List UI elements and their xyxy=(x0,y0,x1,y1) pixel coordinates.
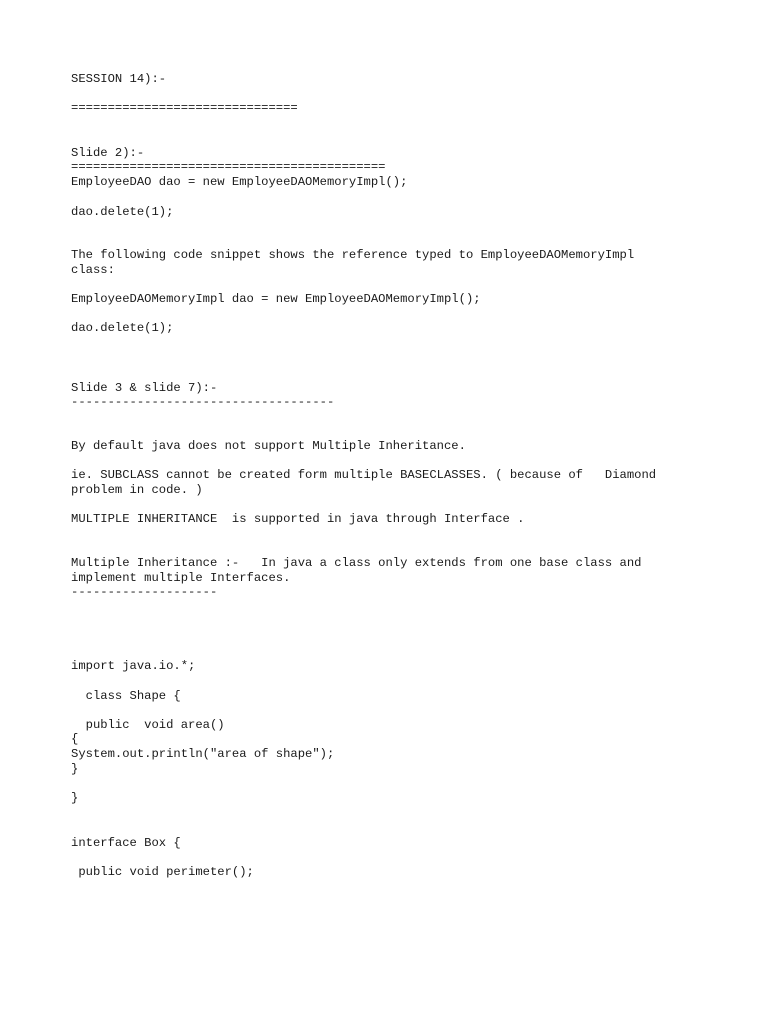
slide3-heading: Slide 3 & slide 7):- xyxy=(71,381,218,395)
code-line: public void perimeter(); xyxy=(71,865,254,879)
code-line: EmployeeDAO dao = new EmployeeDAOMemoryImpl(); xyxy=(71,175,408,189)
code-line: dao.delete(1); xyxy=(71,321,174,335)
paragraph: problem in code. ) xyxy=(71,483,203,497)
slide2-rule: =========================================== xyxy=(71,160,386,174)
slide2-heading: Slide 2):- xyxy=(71,146,145,160)
section-rule: -------------------- xyxy=(71,585,218,599)
code-line: System.out.println("area of shape"); xyxy=(71,747,335,761)
slide3-rule: ------------------------------------ xyxy=(71,395,335,409)
code-line: { xyxy=(71,732,79,746)
paragraph: By default java does not support Multiple Inheritance. xyxy=(71,439,466,453)
description-line: The following code snippet shows the reference typed to EmployeeDAOMemoryImpl xyxy=(71,248,635,262)
description-line: class: xyxy=(71,263,115,277)
code-line: import java.io.*; xyxy=(71,659,196,673)
session-heading: SESSION 14):- xyxy=(71,72,167,86)
code-line: } xyxy=(71,762,79,776)
paragraph: ie. SUBCLASS cannot be created form multiple BASECLASSES. ( because of Diamond xyxy=(71,468,657,482)
paragraph: MULTIPLE INHERITANCE is supported in java through Interface . xyxy=(71,512,525,526)
code-line: EmployeeDAOMemoryImpl dao = new EmployeeDAOMemoryImpl(); xyxy=(71,292,481,306)
paragraph: Multiple Inheritance :- In java a class only extends from one base class and xyxy=(71,556,642,570)
paragraph: implement multiple Interfaces. xyxy=(71,571,291,585)
code-line: dao.delete(1); xyxy=(71,205,174,219)
code-line: } xyxy=(71,791,79,805)
code-line: interface Box { xyxy=(71,836,181,850)
code-line: public void area() xyxy=(71,718,225,732)
code-line: class Shape { xyxy=(71,689,181,703)
session-rule: =============================== xyxy=(71,101,298,115)
